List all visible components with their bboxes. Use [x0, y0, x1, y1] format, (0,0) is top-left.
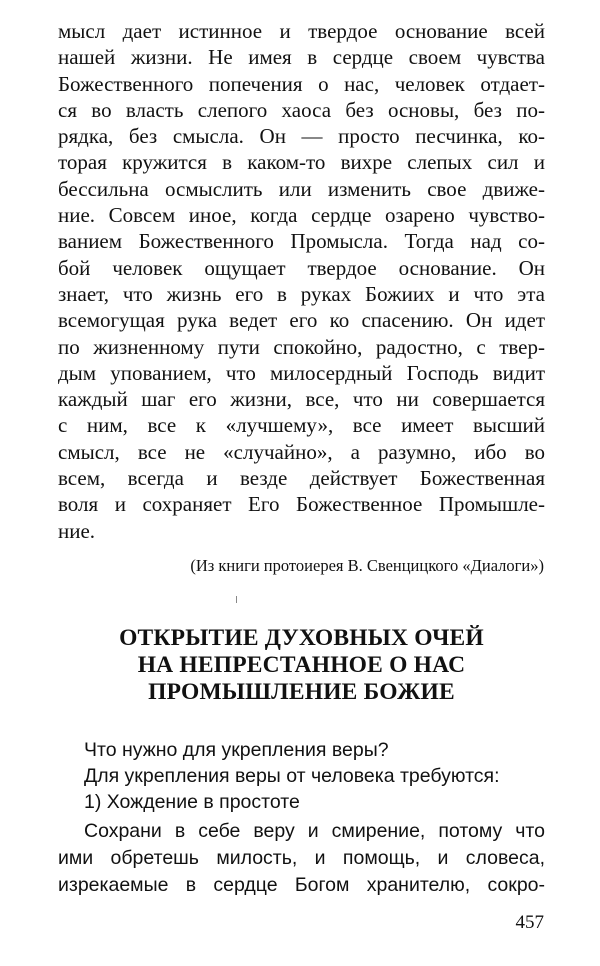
body-line: воля и сохраняет Его Божественное Промышле-: [58, 492, 545, 517]
body-line: Сохрани в себе веру и смирение, потому что: [84, 820, 545, 842]
second-paragraph: [58, 818, 545, 899]
body-line: бессильна осмыслить или изменить свое движе-: [58, 176, 545, 201]
heading-line: ПРОМЫШЛЕНИЕ БОЖИЕ: [148, 679, 455, 705]
body-line: ся во власть слепого хаоса без основы, без по-: [58, 97, 545, 122]
body-line: Божественного попечения о нас, человек отдает-: [58, 71, 545, 96]
body-line: знает, что жизнь его в руках Божиих и что эта: [58, 281, 545, 306]
body-line: каждый шаг его жизни, все, что ни совершается: [58, 387, 545, 412]
body-line: бой человек ощущает твердое основание. Он: [58, 255, 545, 280]
body-paragraph: [58, 18, 545, 544]
question-text: Что нужно для укрепления веры?: [84, 739, 389, 761]
body-line: всемогущая рука ведет его ко спасению. Он идет: [58, 308, 545, 333]
body-line: изрекаемые в сердце Богом хранителю, сокро-: [58, 874, 545, 896]
answer-intro: Для укрепления веры от человека требуются:: [84, 765, 500, 787]
body-line: ванием Божественного Промысла. Тогда над со-: [58, 229, 545, 254]
body-line: по жизненному пути спокойно, радостно, с твер-: [58, 334, 545, 359]
body-line: дым упованием, что милосердный Господь видит: [58, 360, 545, 385]
body-line: ние.: [58, 518, 96, 543]
body-line: с ним, все к «лучшему», все имеет высший: [58, 413, 545, 438]
citation: (Из книги протоиерея В. Свенцицкого «Диалоги»): [190, 556, 544, 575]
list-item-1: 1) Хождение в простоте: [84, 791, 300, 813]
section-heading: [58, 625, 545, 706]
heading-line: НА НЕПРЕСТАННОЕ О НАС: [137, 652, 466, 678]
body-line: торая кружится в каком-то вихре слепых сил и: [58, 150, 545, 175]
body-line: нашей жизни. Не имея в сердце своем чувства: [58, 45, 545, 70]
body-line: смысл, все не «случайно», а разумно, ибо во: [58, 439, 545, 464]
body-line: всем, всегда и везде действует Божественная: [58, 466, 545, 491]
body-line: ими обретешь милость, и помощь, и словеса,: [58, 847, 545, 869]
body-line: ние. Совсем иное, когда сердце озарено чувство-: [58, 203, 545, 228]
body-line: рядка, без смысла. Он — просто песчинка, ко-: [58, 124, 545, 149]
print-speck: [236, 596, 237, 603]
heading-line: ОТКРЫТИЕ ДУХОВНЫХ ОЧЕЙ: [119, 625, 484, 651]
page-number: 457: [515, 912, 544, 933]
body-line: мысл дает истинное и твердое основание всей: [58, 19, 545, 43]
